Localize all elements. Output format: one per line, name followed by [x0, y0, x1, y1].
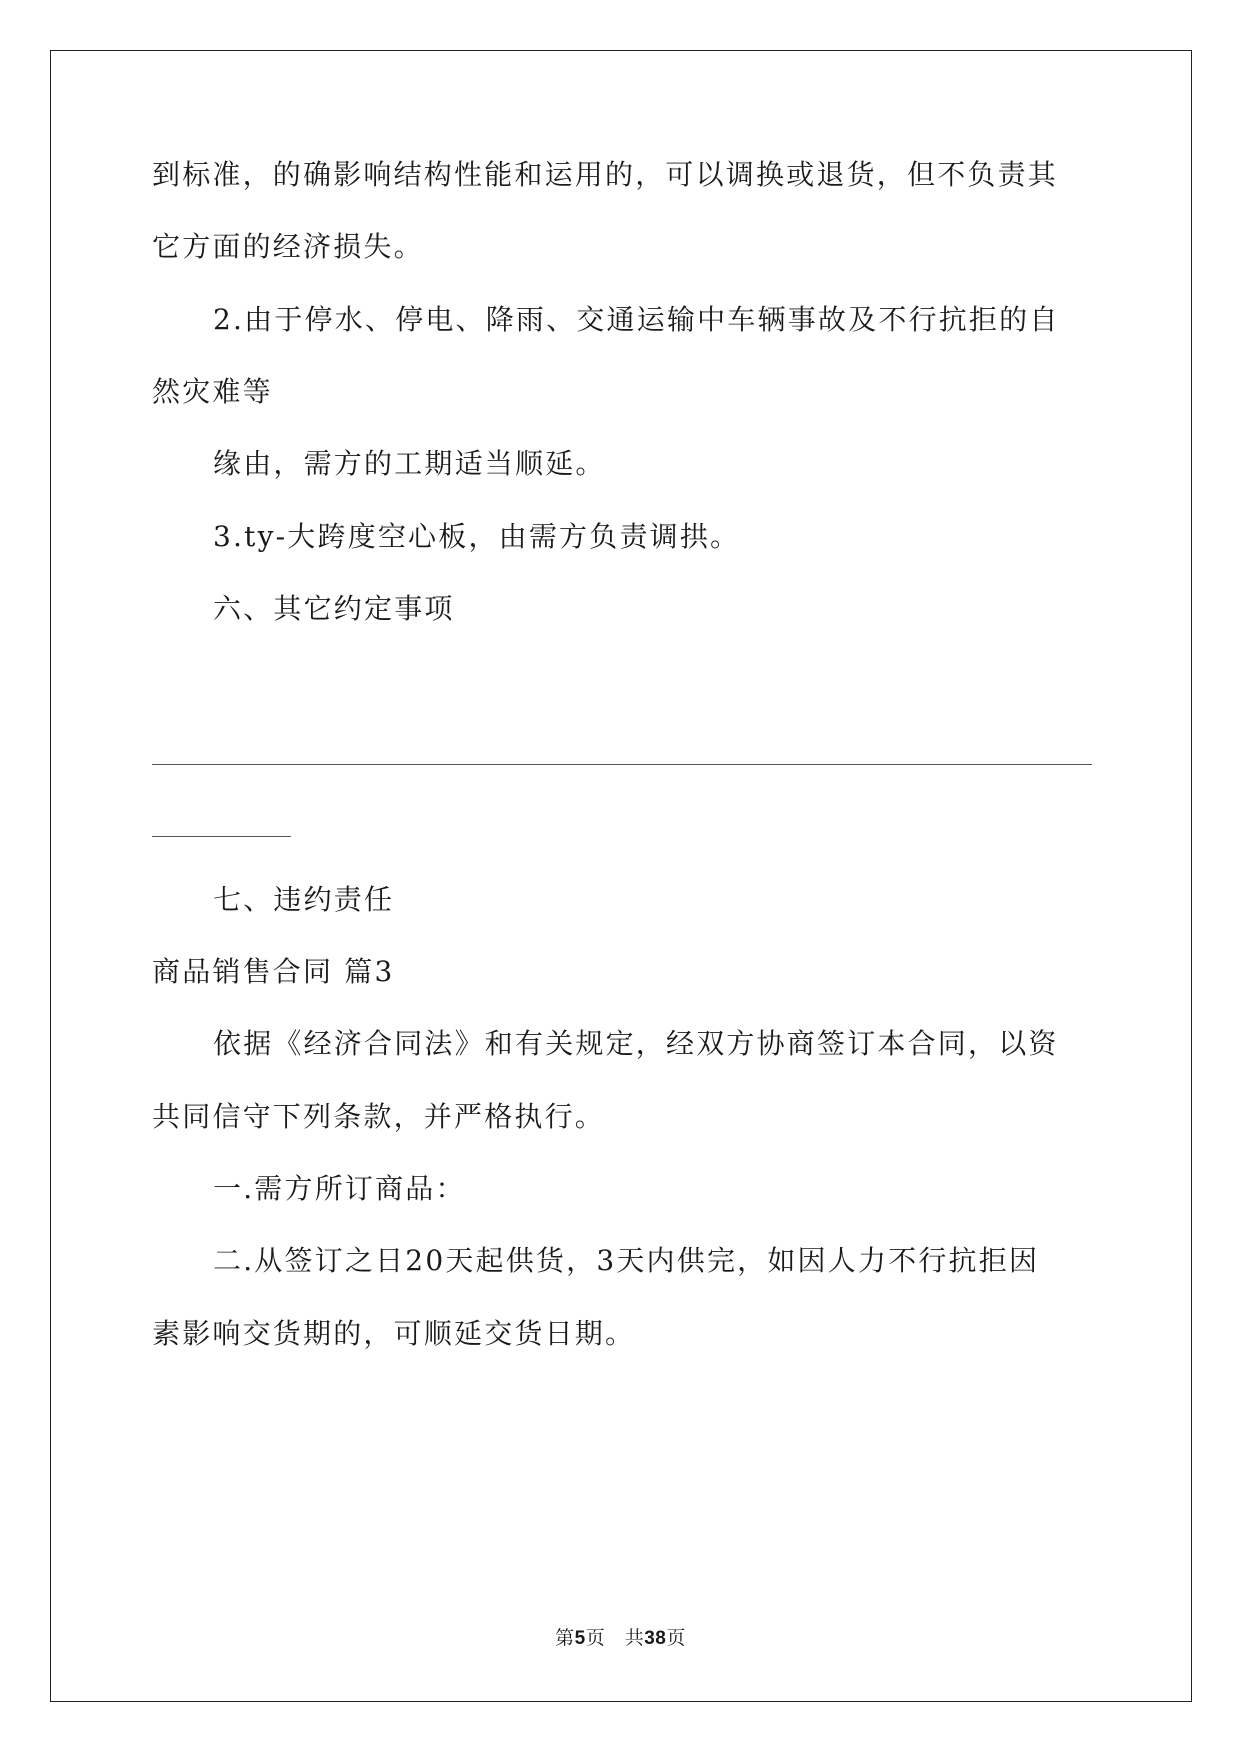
- paragraph-line: 2.由于停水、停电、降雨、交通运输中车辆事故及不行抗拒的自: [213, 303, 1060, 336]
- paragraph-line: 依据《经济合同法》和有关规定，经双方协商签订本合同，以资: [213, 1027, 1059, 1060]
- contract-title: 商品销售合同 篇3: [152, 955, 395, 988]
- footer-total-pages: 38: [644, 1628, 667, 1649]
- page-border: [50, 50, 1192, 1702]
- paragraph-line: 缘由，需方的工期适当顺延。: [213, 447, 606, 480]
- blank-fill-line: [152, 836, 291, 837]
- section-heading: 七、违约责任: [213, 883, 395, 916]
- footer-page-number: 5: [574, 1628, 586, 1649]
- section-heading: 六、其它约定事项: [213, 592, 455, 625]
- paragraph-line: 一.需方所订商品：: [213, 1172, 466, 1205]
- blank-fill-line: [152, 764, 1092, 765]
- paragraph-line: 到标准，的确影响结构性能和运用的，可以调换或退货，但不负责其: [152, 158, 1059, 191]
- paragraph-line: 二.从签订之日20天起供货，3天内供完，如因人力不行抗拒因: [213, 1244, 1040, 1277]
- footer-mid: 页 共: [585, 1627, 645, 1649]
- paragraph-line: 共同信守下列条款，并严格执行。: [152, 1100, 606, 1133]
- paragraph-line: 3.ty-大跨度空心板，由需方负责调拱。: [213, 520, 741, 553]
- page-footer: [0, 1626, 1241, 1651]
- footer-prefix: 第: [555, 1627, 575, 1649]
- paragraph-line: 然灾难等: [152, 375, 273, 408]
- paragraph-line: 素影响交货期的，可顺延交货日期。: [152, 1317, 636, 1350]
- footer-suffix: 页: [666, 1627, 686, 1649]
- paragraph-line: 它方面的经济损失。: [152, 230, 424, 263]
